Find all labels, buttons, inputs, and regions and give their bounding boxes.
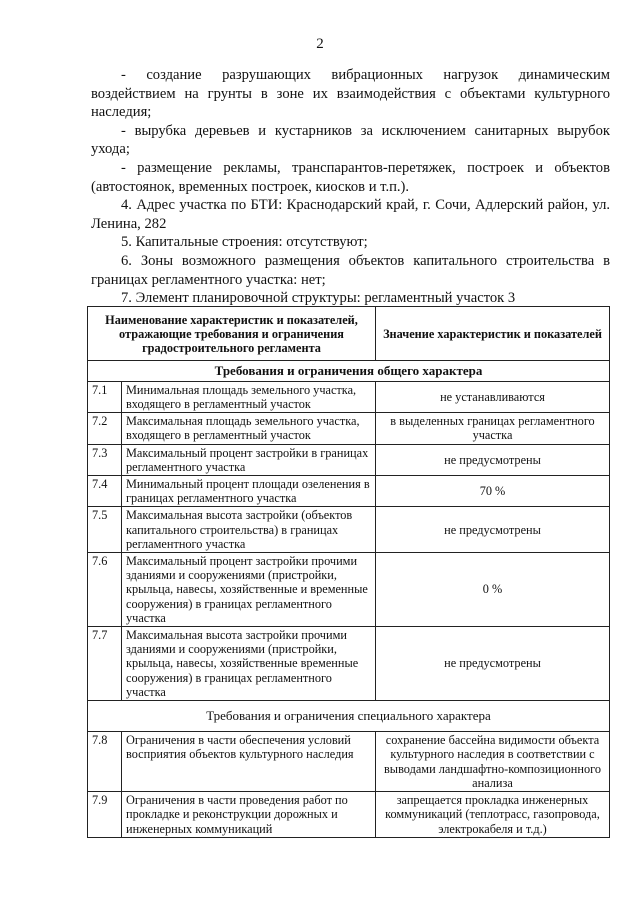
row-name: Максимальная высота застройки прочими зданиями и сооружениями (пристройки, крыльца, навесы, хозяйственные временные сооружения) в границах регламентного участка xyxy=(122,627,376,701)
paragraph: 6. Зоны возможного размещения объектов капитального строительства в границах регламентного участка: нет; xyxy=(91,252,610,288)
row-value: в выделенных границах регламентного участка xyxy=(376,413,610,444)
row-name: Минимальная площадь земельного участка, входящего в регламентный участок xyxy=(122,381,376,412)
paragraph: 7. Элемент планировочной структуры: регламентный участок 3 xyxy=(121,290,516,307)
paragraph: 4. Адрес участка по БТИ: Краснодарский край, г. Сочи, Адлерский район, ул. Ленина, 282 xyxy=(91,197,610,232)
table-row xyxy=(88,553,610,627)
body-text xyxy=(91,66,610,308)
row-value: сохранение бассейна видимости объекта культурного наследия в соответствии с выводами ландшафтно-композиционного анализа xyxy=(376,732,610,792)
row-number: 7.7 xyxy=(88,627,122,701)
paragraph: 5. Капитальные строения: отсутствуют; xyxy=(121,234,368,251)
regulation-table xyxy=(87,306,610,838)
row-value: 0 % xyxy=(376,553,610,627)
row-name: Максимальная площадь земельного участка, входящего в регламентный участок xyxy=(122,413,376,444)
row-value: запрещается прокладка инженерных коммуникаций (теплотрасс, газопровода, электрокабеля и т.д.) xyxy=(376,792,610,838)
row-number: 7.1 xyxy=(88,381,122,412)
paragraph: - размещение рекламы, транспарантов-перетяжек, построек и объектов (автостоянок, временных построек, киосков и т.п.). xyxy=(91,159,610,195)
table-row xyxy=(88,381,610,412)
page-number: 2 xyxy=(316,36,324,52)
table-row xyxy=(88,507,610,553)
section-row xyxy=(88,701,610,732)
header-value: Значение характеристик и показателей xyxy=(376,307,610,361)
table-row xyxy=(88,444,610,475)
row-name: Ограничения в части проведения работ по прокладке и реконструкции дорожных и инженерных коммуникаций xyxy=(122,792,376,838)
row-value: не предусмотрены xyxy=(376,444,610,475)
row-value: не устанавливаются xyxy=(376,381,610,412)
row-name: Максимальный процент застройки в границах регламентного участка xyxy=(122,444,376,475)
row-value: 70 % xyxy=(376,476,610,507)
row-number: 7.9 xyxy=(88,792,122,838)
section-general-title: Требования и ограничения общего характера xyxy=(88,360,610,381)
row-number: 7.5 xyxy=(88,507,122,553)
table-header-row xyxy=(88,307,610,361)
row-number: 7.2 xyxy=(88,413,122,444)
paragraph: - вырубка деревьев и кустарников за исключением санитарных вырубок ухода; xyxy=(91,122,610,158)
row-name: Максимальная высота застройки (объектов капитального строительства) в границах регламентного участка xyxy=(122,507,376,553)
row-value: не предусмотрены xyxy=(376,507,610,553)
row-name: Ограничения в части обеспечения условий восприятия объектов культурного наследия xyxy=(122,732,376,792)
table-row xyxy=(88,732,610,792)
table-row xyxy=(88,627,610,701)
row-value: не предусмотрены xyxy=(376,627,610,701)
row-number: 7.6 xyxy=(88,553,122,627)
table-row xyxy=(88,476,610,507)
row-number: 7.8 xyxy=(88,732,122,792)
row-name: Минимальный процент площади озеленения в границах регламентного участка xyxy=(122,476,376,507)
header-name: Наименование характеристик и показателей, отражающие требования и ограничения градостроительного регламента xyxy=(88,307,376,361)
table-row xyxy=(88,413,610,444)
paragraph: - создание разрушающих вибрационных нагрузок динамическим воздействием на грунты в зоне их взаимодействия с объектами культурного наследия; xyxy=(91,67,610,121)
section-row xyxy=(88,360,610,381)
row-number: 7.3 xyxy=(88,444,122,475)
table-row xyxy=(88,792,610,838)
row-name: Максимальный процент застройки прочими зданиями и сооружениями (пристройки, крыльца, навесы, хозяйственные и временные сооружения) в границах регламентного участка xyxy=(122,553,376,627)
section-special-title: Требования и ограничения специального характера xyxy=(88,701,610,732)
row-number: 7.4 xyxy=(88,476,122,507)
